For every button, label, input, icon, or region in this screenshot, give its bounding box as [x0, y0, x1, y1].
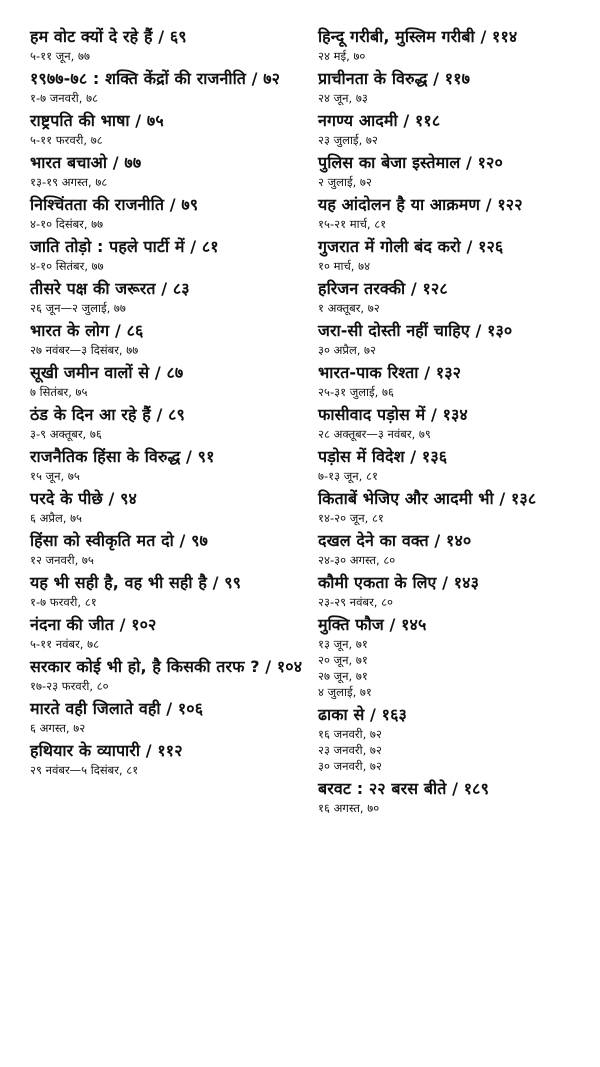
entry-date: २ जुलाई, ७२	[318, 175, 372, 189]
entry-title: सरकार कोई भी हो, है किसकी तरफ ? / १०४	[30, 657, 303, 676]
entry-date: ३-९ अक्तूबर, ७६	[30, 427, 102, 441]
entry-title: नगण्य आदमी / ११८	[318, 111, 441, 130]
toc-entry	[318, 446, 586, 484]
entry-title: गुजरात में गोली बंद करो / १२६	[318, 237, 504, 256]
toc-entry	[30, 698, 305, 736]
toc-entry	[318, 236, 586, 274]
entry-date: १० मार्च, ७४	[318, 259, 371, 273]
entry-date: २९ नवंबर—५ दिसंबर, ८१	[30, 763, 139, 777]
entry-date: २० जून, ७१	[318, 653, 368, 667]
entry-date: १७-२३ फरवरी, ८०	[30, 679, 109, 693]
entry-title: हिंसा को स्वीकृति मत दो / ९७	[30, 531, 208, 550]
entry-title: यह आंदोलन है या आक्रमण / १२२	[318, 195, 523, 214]
entry-date: २४ जून, ७३	[318, 91, 368, 105]
toc-entry	[318, 152, 586, 190]
entry-date: १६ अगस्त, ७०	[318, 801, 380, 815]
toc-entry	[318, 614, 586, 700]
toc-entry	[30, 614, 305, 652]
entry-date: २५-३१ जुलाई, ७६	[318, 385, 394, 399]
toc-entry	[30, 572, 305, 610]
entry-date: ४ जुलाई, ७१	[318, 685, 372, 699]
toc-entry	[30, 530, 305, 568]
toc-entry	[318, 488, 586, 526]
entry-title: पड़ोस में विदेश / १३६	[318, 447, 448, 466]
toc-entry	[318, 778, 586, 816]
entry-title: मारते वही जिलाते वही / १०६	[30, 699, 204, 718]
entry-date: १५ जून, ७५	[30, 469, 80, 483]
entry-date: २३ जुलाई, ७२	[318, 133, 378, 147]
entry-title: बरवट : २२ बरस बीते / १८९	[318, 779, 490, 798]
toc-entry	[30, 110, 305, 148]
entry-title: तीसरे पक्ष की जरूरत / ८३	[30, 279, 190, 298]
entry-title: जाति तोड़ो : पहले पार्टी में / ८१	[30, 237, 219, 256]
toc-entry	[318, 404, 586, 442]
entry-title: सूखी जमीन वालों से / ८७	[30, 363, 184, 382]
toc-entry	[318, 278, 586, 316]
entry-title: १९७७-७८ : शक्ति केंद्रों की राजनीति / ७२	[30, 69, 281, 88]
toc-entry	[318, 320, 586, 358]
entry-date: २४ मई, ७०	[318, 49, 366, 63]
entry-date: २७ जून, ७१	[318, 669, 368, 683]
toc-entry	[30, 26, 305, 64]
entry-title: कौमी एकता के लिए / १४३	[318, 573, 480, 592]
toc-entry	[30, 236, 305, 274]
toc-entry	[30, 656, 305, 694]
entry-date: ४-१० सितंबर, ७७	[30, 259, 104, 273]
toc-entry	[30, 152, 305, 190]
entry-date: ३० जनवरी, ७२	[318, 759, 382, 773]
entry-title: भारत-पाक रिश्ता / १३२	[318, 363, 462, 382]
entry-title: भारत बचाओ / ७७	[30, 153, 142, 172]
entry-title: हरिजन तरक्की / १२८	[318, 279, 448, 298]
entry-title: राष्ट्रपति की भाषा / ७५	[30, 111, 164, 130]
entry-date: १५-२१ मार्च, ८१	[318, 217, 387, 231]
entry-title: जरा-सी दोस्ती नहीं चाहिए / १३०	[318, 321, 513, 340]
entry-date: १ अक्तूबर, ७२	[318, 301, 380, 315]
entry-date: ३० अप्रैल, ७२	[318, 343, 377, 357]
entry-title: हिन्दू गरीबी, मुस्लिम गरीबी / ११४	[318, 27, 518, 46]
entry-title: नंदना की जीत / १०२	[30, 615, 157, 634]
toc-entry	[318, 530, 586, 568]
entry-title: फासीवाद पड़ोस में / १३४	[318, 405, 468, 424]
toc-entry	[30, 68, 305, 106]
entry-date: १-७ जनवरी, ७८	[30, 91, 99, 105]
toc-entry	[30, 278, 305, 316]
toc-entry	[318, 362, 586, 400]
entry-date: ६ अगस्त, ७२	[30, 721, 86, 735]
entry-date: ५-११ जून, ७७	[30, 49, 90, 63]
entry-date: ४-१० दिसंबर, ७७	[30, 217, 104, 231]
toc-entry	[30, 362, 305, 400]
entry-date: २३ जनवरी, ७२	[318, 743, 382, 757]
entry-date: २३-२९ नवंबर, ८०	[318, 595, 394, 609]
entry-title: हथियार के व्यापारी / ११२	[30, 741, 183, 760]
entry-date: ७ सितंबर, ७५	[30, 385, 88, 399]
entry-date: ५-११ फरवरी, ७८	[30, 133, 103, 147]
toc-entry	[30, 404, 305, 442]
right-column	[318, 26, 586, 1067]
entry-title: दखल देने का वक्त / १४०	[318, 531, 472, 550]
entry-date: १२ जनवरी, ७५	[30, 553, 94, 567]
entry-title: भारत के लोग / ८६	[30, 321, 144, 340]
entry-date: ६ अप्रैल, ७५	[30, 511, 83, 525]
entry-title: निश्चिंतता की राजनीति / ७९	[30, 195, 199, 214]
entry-title: मुक्ति फौज / १४५	[318, 615, 427, 634]
entry-date: १३ जून, ७१	[318, 637, 368, 651]
entry-title: ढाका से / १६३	[318, 705, 407, 724]
entry-date: २७ नवंबर—३ दिसंबर, ७७	[30, 343, 139, 357]
entry-date: ५-११ नवंबर, ७८	[30, 637, 100, 651]
entry-title: यह भी सही है, वह भी सही है / ९९	[30, 573, 242, 592]
entry-date: ७-१३ जून, ८१	[318, 469, 378, 483]
entry-title: राजनैतिक हिंसा के विरुद्ध / ९१	[30, 447, 215, 466]
toc-entry	[30, 488, 305, 526]
entry-date: १६ जनवरी, ७२	[318, 727, 382, 741]
toc-entry	[30, 194, 305, 232]
toc-entry	[318, 110, 586, 148]
entry-date: २६ जून—२ जुलाई, ७७	[30, 301, 126, 315]
toc-entry	[30, 446, 305, 484]
toc-entry	[318, 194, 586, 232]
left-column	[30, 26, 305, 1067]
entry-date: २४-३० अगस्त, ८०	[318, 553, 396, 567]
entry-title: हम वोट क्यों दे रहे हैं / ६९	[30, 27, 187, 46]
entry-date: १४-२० जून, ८१	[318, 511, 384, 525]
entry-title: किताबें भेजिए और आदमी भी / १३८	[318, 489, 537, 508]
entry-date: २८ अक्तूबर—३ नवंबर, ७९	[318, 427, 431, 441]
toc-entry	[318, 572, 586, 610]
toc-entry	[30, 740, 305, 778]
entry-date: १३-१९ अगस्त, ७८	[30, 175, 108, 189]
entry-title: प्राचीनता के विरुद्ध / ११७	[318, 69, 471, 88]
entry-date-list	[318, 726, 586, 774]
entry-title: पुलिस का बेजा इस्तेमाल / १२०	[318, 153, 503, 172]
entry-title: परदे के पीछे / ९४	[30, 489, 137, 508]
toc-entry	[318, 68, 586, 106]
entry-date-list	[318, 636, 586, 700]
entry-title: ठंड के दिन आ रहे हैं / ८९	[30, 405, 185, 424]
entry-date: १-७ फरवरी, ८१	[30, 595, 97, 609]
toc-entry	[30, 320, 305, 358]
toc-entry	[318, 704, 586, 774]
toc-entry	[318, 26, 586, 64]
